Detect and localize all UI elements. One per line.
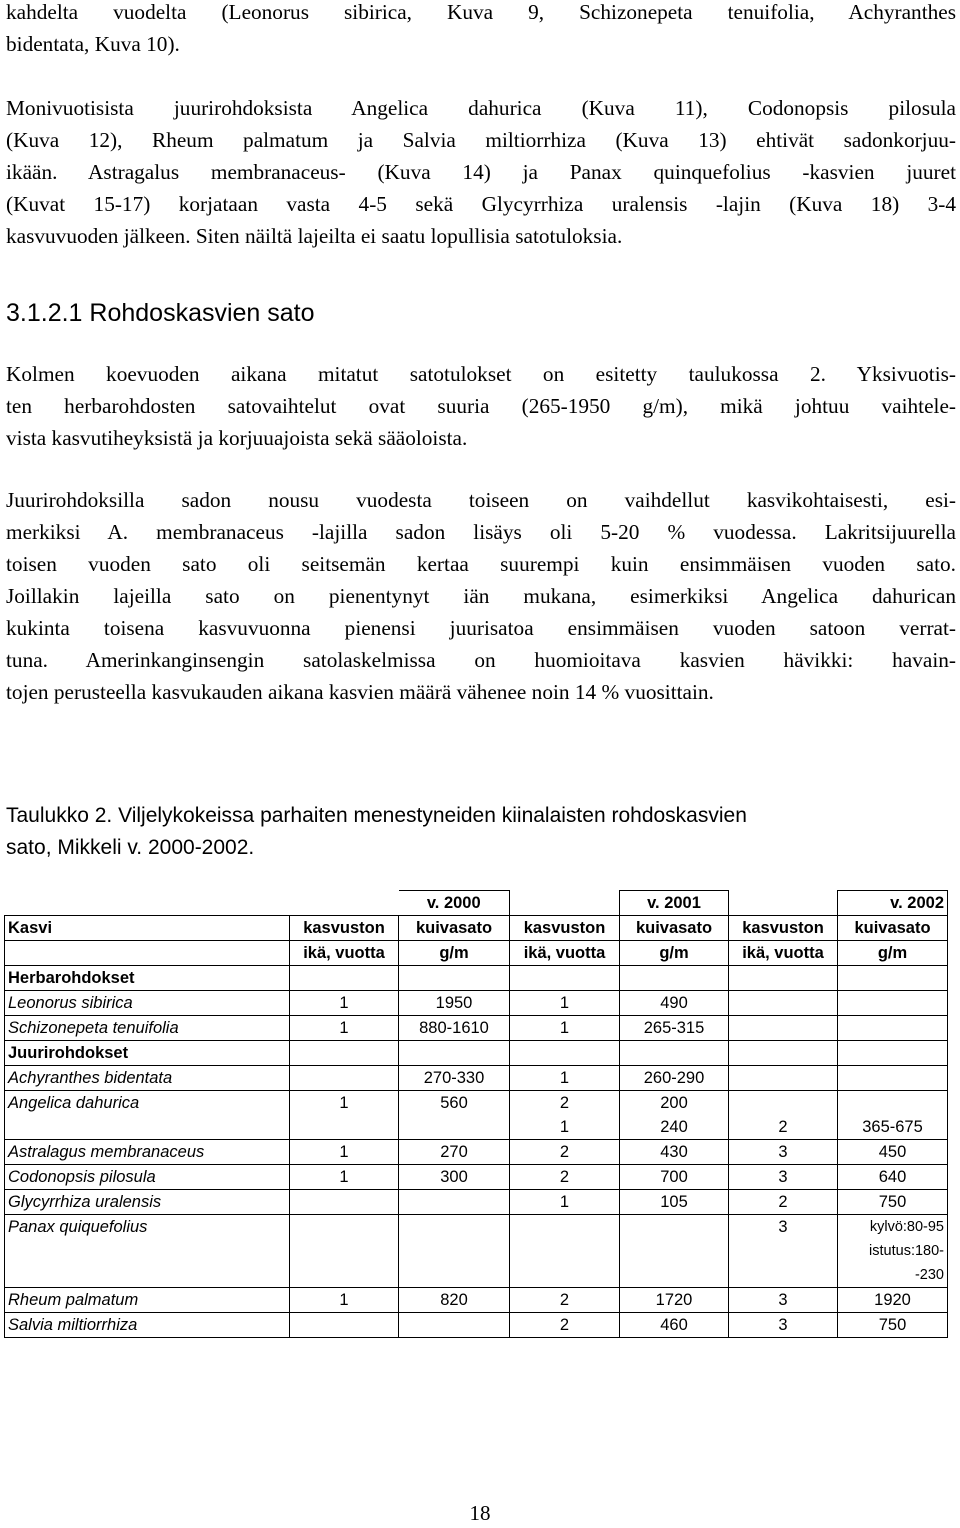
cell	[290, 1313, 399, 1338]
cell: 3	[729, 1215, 838, 1288]
header-age-unit: ikä, vuotta	[729, 941, 838, 966]
cell: 260-290	[620, 1066, 729, 1091]
text-line: kukinta toisena kasvuvuonna pienensi juurisatoa ensimmäisen vuoden satoon verrat-	[6, 616, 956, 640]
table-row	[5, 1016, 948, 1041]
cell: 430	[620, 1140, 729, 1165]
text-line: kahdelta vuodelta (Leonorus sibirica, Kuva 9, Schizonepeta tenuifolia, Achyranthes	[6, 0, 956, 24]
cell: 265-315	[620, 1016, 729, 1041]
cell: 2	[510, 1091, 620, 1116]
cell: 450	[838, 1140, 948, 1165]
cell: 1950	[399, 991, 510, 1016]
plant-name: Astralagus membranaceus	[5, 1140, 290, 1165]
cell: 2	[510, 1165, 620, 1190]
cell: 1	[290, 1091, 399, 1140]
cell: 2	[510, 1313, 620, 1338]
cell	[510, 1215, 620, 1288]
page-number: 18	[469, 1501, 491, 1525]
cell	[729, 1091, 838, 1116]
plant-name: Rheum palmatum	[5, 1288, 290, 1313]
table-row	[5, 1091, 948, 1116]
cell	[290, 1215, 399, 1288]
cell: 300	[399, 1165, 510, 1190]
cell: 1	[290, 1016, 399, 1041]
table-row	[5, 1190, 948, 1215]
cell: 880-1610	[399, 1016, 510, 1041]
header-year-2000: v. 2000	[399, 891, 510, 916]
text-line: (Kuvat 15-17) korjataan vasta 4-5 sekä Glycyrrhiza uralensis -lajin (Kuva 18) 3-4	[6, 192, 956, 216]
group-label-herb: Herbarohdokset	[5, 966, 290, 991]
header-age: kasvuston	[290, 916, 399, 941]
cell: 2	[510, 1140, 620, 1165]
text-line: Monivuotisista juurirohdoksista Angelica dahurica (Kuva 11), Codonopsis pilosula	[6, 96, 956, 120]
cell: 240	[620, 1115, 729, 1140]
text-line: Juurirohdoksilla sadon nousu vuodesta toiseen on vaihdellut kasvikohtaisesti, esi-	[6, 488, 956, 512]
panax-note-cell	[838, 1215, 948, 1288]
cell: 2	[729, 1115, 838, 1140]
plant-name: Salvia miltiorrhiza	[5, 1313, 290, 1338]
table-group-row	[5, 966, 948, 991]
caption-line: Taulukko 2. Viljelykokeissa parhaiten menestyneiden kiinalaisten rohdoskasvien	[6, 804, 747, 827]
cell	[729, 991, 838, 1016]
caption-line: sato, Mikkeli v. 2000-2002.	[6, 836, 255, 859]
table-row	[5, 1313, 948, 1338]
header-age-unit: ikä, vuotta	[290, 941, 399, 966]
cell: 1	[510, 1190, 620, 1215]
table-row	[5, 991, 948, 1016]
cell: 1	[290, 1288, 399, 1313]
header-year-2001: v. 2001	[620, 891, 729, 916]
cell: 750	[838, 1190, 948, 1215]
table-row	[5, 1140, 948, 1165]
table-row	[5, 1165, 948, 1190]
plant-name: Codonopsis pilosula	[5, 1165, 290, 1190]
table-header-row-years	[5, 891, 948, 916]
table-row	[5, 1066, 948, 1091]
text-line: ten herbarohdosten satovaihtelut ovat suuria (265-1950 g/m), mikä johtuu vaihtele-	[6, 394, 956, 418]
cell: 3	[729, 1288, 838, 1313]
header-yield: kuivasato	[838, 916, 948, 941]
cell: 3	[729, 1313, 838, 1338]
plant-name: Angelica dahurica	[5, 1091, 290, 1140]
cell: 270	[399, 1140, 510, 1165]
cell	[838, 1091, 948, 1116]
plant-name: Leonorus sibirica	[5, 991, 290, 1016]
text-line: toisen vuoden sato oli seitsemän kertaa suurempi kuin ensimmäisen vuoden sato.	[6, 552, 956, 576]
table-row	[5, 1288, 948, 1313]
paragraph-yield-results	[6, 358, 956, 454]
text-line: Joillakin lajeilla sato on pienentynyt iän mukana, esimerkiksi Angelica dahurican	[6, 584, 956, 608]
plant-name: Schizonepeta tenuifolia	[5, 1016, 290, 1041]
text-line: tojen perusteella kasvukauden aikana kasvien määrä vähenee noin 14 % vuosittain.	[6, 680, 714, 704]
plant-name: Panax quiquefolius	[5, 1215, 290, 1288]
cell: 1720	[620, 1288, 729, 1313]
cell	[838, 1016, 948, 1041]
cell: 1	[510, 1115, 620, 1140]
text-line: merkiksi A. membranaceus -lajilla sadon lisäys oli 5-20 % vuodessa. Lakritsijuurella	[6, 520, 956, 544]
table-group-row	[5, 1041, 948, 1066]
paragraph-root-yield-trends	[6, 484, 956, 708]
panax-note-line: -230	[914, 1267, 944, 1283]
header-year-2002: v. 2002	[838, 891, 948, 916]
cell: 460	[620, 1313, 729, 1338]
text-line: ikään. Astragalus membranaceus- (Kuva 14) ja Panax quinquefolius -kasvien juuret	[6, 160, 956, 184]
text-line: bidentata, Kuva 10).	[6, 32, 180, 56]
plant-name: Glycyrrhiza uralensis	[5, 1190, 290, 1215]
header-yield: kuivasato	[620, 916, 729, 941]
cell: 105	[620, 1190, 729, 1215]
cell	[290, 1190, 399, 1215]
cell: 1	[290, 1140, 399, 1165]
header-yield-unit: g/m	[620, 941, 729, 966]
cell: 3	[729, 1140, 838, 1165]
cell: 2	[729, 1190, 838, 1215]
cell	[399, 1313, 510, 1338]
header-kasvi: Kasvi	[5, 916, 290, 941]
cell: 200	[620, 1091, 729, 1116]
cell	[399, 1190, 510, 1215]
cell: 365-675	[838, 1115, 948, 1140]
text-line: vista kasvutiheyksistä ja korjuuajoista sekä sääoloista.	[6, 426, 468, 450]
panax-note-line: kylvö:80-95	[869, 1219, 944, 1235]
cell	[620, 1215, 729, 1288]
cell	[838, 1066, 948, 1091]
cell: 1	[290, 991, 399, 1016]
header-yield-unit: g/m	[838, 941, 948, 966]
header-yield-unit: g/m	[399, 941, 510, 966]
cell	[729, 1066, 838, 1091]
header-yield: kuivasato	[399, 916, 510, 941]
cell: 2	[510, 1288, 620, 1313]
table-caption	[6, 800, 956, 864]
cell: 1	[510, 991, 620, 1016]
cell: 700	[620, 1165, 729, 1190]
cell: 750	[838, 1313, 948, 1338]
cell: 1	[510, 1016, 620, 1041]
cell: 820	[399, 1288, 510, 1313]
cell: 1	[290, 1165, 399, 1190]
text-line: Kolmen koevuoden aikana mitatut satotulokset on esitetty taulukossa 2. Yksivuotis-	[6, 362, 956, 386]
text-line: tuna. Amerinkanginsengin satolaskelmissa on huomioitava kasvien hävikki: havain-	[6, 648, 956, 672]
cell: 1920	[838, 1288, 948, 1313]
cell: 490	[620, 991, 729, 1016]
header-age-unit: ikä, vuotta	[510, 941, 620, 966]
group-label-root: Juurirohdokset	[5, 1041, 290, 1066]
paragraph-perennial-roots	[6, 92, 956, 252]
cell: 560	[399, 1091, 510, 1140]
cell	[290, 1066, 399, 1091]
header-age: kasvuston	[510, 916, 620, 941]
cell: 1	[510, 1066, 620, 1091]
text-line: (Kuva 12), Rheum palmatum ja Salvia miltiorrhiza (Kuva 13) ehtivät sadonkorjuu-	[6, 128, 956, 152]
table-header-row-units	[5, 941, 948, 966]
table-row	[5, 1215, 948, 1288]
text-line: kasvuvuoden jälkeen. Siten näiltä lajeilta ei saatu lopullisia satotuloksia.	[6, 224, 623, 248]
header-age: kasvuston	[729, 916, 838, 941]
cell: 270-330	[399, 1066, 510, 1091]
paragraph-intro-continuation	[6, 0, 956, 60]
cell: 3	[729, 1165, 838, 1190]
cell: 640	[838, 1165, 948, 1190]
yield-table	[4, 890, 948, 1338]
plant-name: Achyranthes bidentata	[5, 1066, 290, 1091]
cell	[838, 991, 948, 1016]
cell	[399, 1215, 510, 1288]
table-header-row-labels	[5, 916, 948, 941]
cell	[729, 1016, 838, 1041]
panax-note-line: istutus:180-	[869, 1243, 944, 1259]
section-heading: 3.1.2.1 Rohdoskasvien sato	[6, 299, 315, 327]
